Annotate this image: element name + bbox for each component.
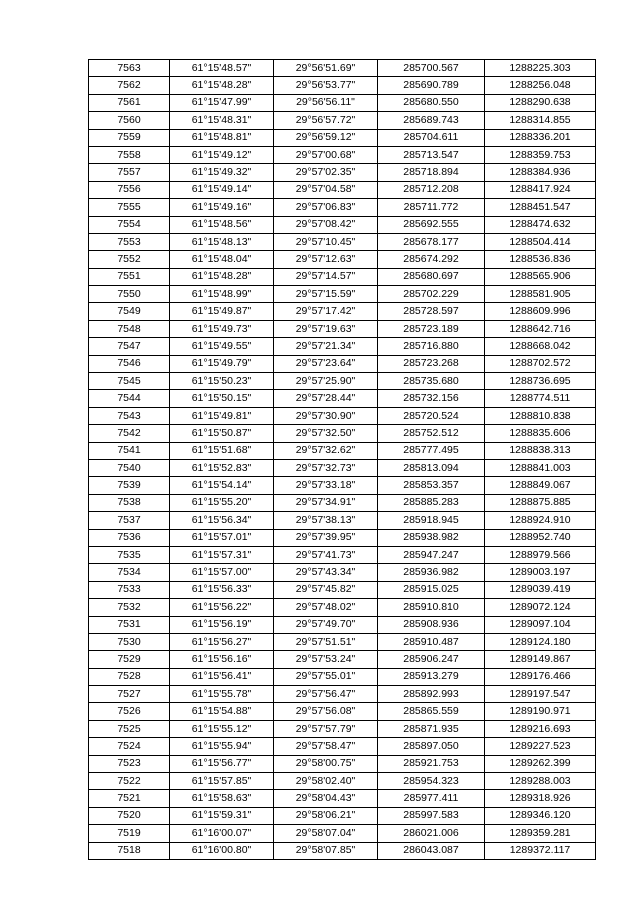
x-coordinate-cell: 285702.229 [378, 286, 485, 303]
latitude-cell: 29°57'58.47" [274, 738, 378, 755]
table-row [89, 60, 596, 77]
table-row [89, 773, 596, 790]
point-id-cell: 7557 [89, 164, 170, 181]
table-row [89, 825, 596, 842]
x-coordinate-cell: 285906.247 [378, 651, 485, 668]
x-coordinate-cell: 285723.189 [378, 320, 485, 337]
latitude-cell: 29°56'59.12" [274, 129, 378, 146]
longitude-cell: 61°15'56.34" [170, 512, 274, 529]
point-id-cell: 7536 [89, 529, 170, 546]
x-coordinate-cell: 285915.025 [378, 581, 485, 598]
x-coordinate-cell: 285892.993 [378, 686, 485, 703]
point-id-cell: 7527 [89, 686, 170, 703]
latitude-cell: 29°57'43.34" [274, 564, 378, 581]
y-coordinate-cell: 1288504.414 [485, 233, 596, 250]
x-coordinate-cell: 285718.894 [378, 164, 485, 181]
x-coordinate-cell: 285690.789 [378, 77, 485, 94]
y-coordinate-cell: 1288474.632 [485, 216, 596, 233]
x-coordinate-cell: 285997.583 [378, 807, 485, 824]
point-id-cell: 7521 [89, 790, 170, 807]
table-row [89, 494, 596, 511]
y-coordinate-cell: 1288924.910 [485, 512, 596, 529]
longitude-cell: 61°15'48.28" [170, 77, 274, 94]
table-row [89, 303, 596, 320]
y-coordinate-cell: 1289359.281 [485, 825, 596, 842]
longitude-cell: 61°15'49.12" [170, 146, 274, 163]
latitude-cell: 29°57'19.63" [274, 320, 378, 337]
y-coordinate-cell: 1288565.906 [485, 268, 596, 285]
point-id-cell: 7535 [89, 546, 170, 563]
latitude-cell: 29°58'07.85" [274, 842, 378, 859]
x-coordinate-cell: 285674.292 [378, 251, 485, 268]
latitude-cell: 29°56'51.69" [274, 60, 378, 77]
longitude-cell: 61°15'48.31" [170, 112, 274, 129]
y-coordinate-cell: 1289149.867 [485, 651, 596, 668]
longitude-cell: 61°15'59.31" [170, 807, 274, 824]
point-id-cell: 7528 [89, 668, 170, 685]
x-coordinate-cell: 285704.611 [378, 129, 485, 146]
table-row [89, 616, 596, 633]
table-row [89, 477, 596, 494]
table-row [89, 199, 596, 216]
longitude-cell: 61°15'54.14" [170, 477, 274, 494]
y-coordinate-cell: 1289197.547 [485, 686, 596, 703]
point-id-cell: 7522 [89, 773, 170, 790]
latitude-cell: 29°56'53.77" [274, 77, 378, 94]
latitude-cell: 29°57'08.42" [274, 216, 378, 233]
x-coordinate-cell: 285897.050 [378, 738, 485, 755]
table-row [89, 703, 596, 720]
y-coordinate-cell: 1289190.971 [485, 703, 596, 720]
table-row [89, 599, 596, 616]
longitude-cell: 61°15'49.16" [170, 199, 274, 216]
y-coordinate-cell: 1289288.003 [485, 773, 596, 790]
latitude-cell: 29°57'14.57" [274, 268, 378, 285]
longitude-cell: 61°15'56.16" [170, 651, 274, 668]
x-coordinate-cell: 285910.810 [378, 599, 485, 616]
point-id-cell: 7520 [89, 807, 170, 824]
point-id-cell: 7548 [89, 320, 170, 337]
point-id-cell: 7553 [89, 233, 170, 250]
table-row [89, 373, 596, 390]
longitude-cell: 61°15'49.55" [170, 338, 274, 355]
longitude-cell: 61°15'48.28" [170, 268, 274, 285]
table-row [89, 77, 596, 94]
point-id-cell: 7544 [89, 390, 170, 407]
x-coordinate-cell: 285713.547 [378, 146, 485, 163]
y-coordinate-cell: 1288838.313 [485, 442, 596, 459]
latitude-cell: 29°57'56.47" [274, 686, 378, 703]
table-row [89, 112, 596, 129]
latitude-cell: 29°57'39.95" [274, 529, 378, 546]
y-coordinate-cell: 1288581.905 [485, 286, 596, 303]
table-row [89, 842, 596, 859]
y-coordinate-cell: 1289346.120 [485, 807, 596, 824]
y-coordinate-cell: 1288536.836 [485, 251, 596, 268]
x-coordinate-cell: 285865.559 [378, 703, 485, 720]
x-coordinate-cell: 285692.555 [378, 216, 485, 233]
x-coordinate-cell: 285936.982 [378, 564, 485, 581]
y-coordinate-cell: 1289318.926 [485, 790, 596, 807]
longitude-cell: 61°16'00.80" [170, 842, 274, 859]
x-coordinate-cell: 285954.323 [378, 773, 485, 790]
x-coordinate-cell: 285918.945 [378, 512, 485, 529]
table-row [89, 581, 596, 598]
longitude-cell: 61°15'57.01" [170, 529, 274, 546]
point-id-cell: 7542 [89, 425, 170, 442]
x-coordinate-cell: 285711.772 [378, 199, 485, 216]
latitude-cell: 29°57'02.35" [274, 164, 378, 181]
x-coordinate-cell: 285813.094 [378, 459, 485, 476]
x-coordinate-cell: 285752.512 [378, 425, 485, 442]
x-coordinate-cell: 286021.006 [378, 825, 485, 842]
point-id-cell: 7539 [89, 477, 170, 494]
y-coordinate-cell: 1289072.124 [485, 599, 596, 616]
latitude-cell: 29°57'55.01" [274, 668, 378, 685]
x-coordinate-cell: 285947.247 [378, 546, 485, 563]
x-coordinate-cell: 285723.268 [378, 355, 485, 372]
point-id-cell: 7541 [89, 442, 170, 459]
y-coordinate-cell: 1288875.885 [485, 494, 596, 511]
longitude-cell: 61°15'48.99" [170, 286, 274, 303]
table-row [89, 94, 596, 111]
point-id-cell: 7559 [89, 129, 170, 146]
point-id-cell: 7558 [89, 146, 170, 163]
table-row [89, 459, 596, 476]
table-row [89, 790, 596, 807]
longitude-cell: 61°15'57.31" [170, 546, 274, 563]
table-row [89, 512, 596, 529]
table-row [89, 442, 596, 459]
point-id-cell: 7547 [89, 338, 170, 355]
table-row [89, 668, 596, 685]
latitude-cell: 29°57'56.08" [274, 703, 378, 720]
y-coordinate-cell: 1289372.117 [485, 842, 596, 859]
latitude-cell: 29°57'12.63" [274, 251, 378, 268]
latitude-cell: 29°57'41.73" [274, 546, 378, 563]
y-coordinate-cell: 1289039.419 [485, 581, 596, 598]
longitude-cell: 61°15'56.19" [170, 616, 274, 633]
y-coordinate-cell: 1288849.067 [485, 477, 596, 494]
longitude-cell: 61°15'55.94" [170, 738, 274, 755]
latitude-cell: 29°57'25.90" [274, 373, 378, 390]
y-coordinate-cell: 1289227.523 [485, 738, 596, 755]
longitude-cell: 61°15'49.79" [170, 355, 274, 372]
latitude-cell: 29°57'32.62" [274, 442, 378, 459]
longitude-cell: 61°15'50.23" [170, 373, 274, 390]
table-row [89, 564, 596, 581]
table-row [89, 407, 596, 424]
x-coordinate-cell: 286043.087 [378, 842, 485, 859]
longitude-cell: 61°15'56.77" [170, 755, 274, 772]
point-id-cell: 7552 [89, 251, 170, 268]
longitude-cell: 61°15'56.33" [170, 581, 274, 598]
table-row [89, 738, 596, 755]
point-id-cell: 7560 [89, 112, 170, 129]
table-row [89, 425, 596, 442]
latitude-cell: 29°57'30.90" [274, 407, 378, 424]
y-coordinate-cell: 1288774.511 [485, 390, 596, 407]
x-coordinate-cell: 285680.550 [378, 94, 485, 111]
y-coordinate-cell: 1288384.936 [485, 164, 596, 181]
point-id-cell: 7531 [89, 616, 170, 633]
latitude-cell: 29°58'06.21" [274, 807, 378, 824]
latitude-cell: 29°57'34.91" [274, 494, 378, 511]
x-coordinate-cell: 285913.279 [378, 668, 485, 685]
y-coordinate-cell: 1289124.180 [485, 633, 596, 650]
longitude-cell: 61°15'56.27" [170, 633, 274, 650]
longitude-cell: 61°15'52.83" [170, 459, 274, 476]
point-id-cell: 7525 [89, 720, 170, 737]
point-id-cell: 7538 [89, 494, 170, 511]
table-row [89, 251, 596, 268]
latitude-cell: 29°57'57.79" [274, 720, 378, 737]
table-row [89, 633, 596, 650]
table-row [89, 286, 596, 303]
coordinates-table-body [89, 60, 596, 860]
latitude-cell: 29°57'45.82" [274, 581, 378, 598]
point-id-cell: 7534 [89, 564, 170, 581]
table-row [89, 129, 596, 146]
longitude-cell: 61°15'48.04" [170, 251, 274, 268]
latitude-cell: 29°57'32.73" [274, 459, 378, 476]
point-id-cell: 7533 [89, 581, 170, 598]
latitude-cell: 29°57'38.13" [274, 512, 378, 529]
latitude-cell: 29°58'04.43" [274, 790, 378, 807]
y-coordinate-cell: 1288979.566 [485, 546, 596, 563]
latitude-cell: 29°57'15.59" [274, 286, 378, 303]
x-coordinate-cell: 285678.177 [378, 233, 485, 250]
table-row [89, 686, 596, 703]
longitude-cell: 61°15'57.00" [170, 564, 274, 581]
longitude-cell: 61°15'49.73" [170, 320, 274, 337]
longitude-cell: 61°15'49.14" [170, 181, 274, 198]
longitude-cell: 61°15'50.15" [170, 390, 274, 407]
longitude-cell: 61°15'48.81" [170, 129, 274, 146]
point-id-cell: 7518 [89, 842, 170, 859]
table-row [89, 720, 596, 737]
longitude-cell: 61°16'00.07" [170, 825, 274, 842]
longitude-cell: 61°15'48.57" [170, 60, 274, 77]
longitude-cell: 61°15'58.63" [170, 790, 274, 807]
x-coordinate-cell: 285680.697 [378, 268, 485, 285]
latitude-cell: 29°57'51.51" [274, 633, 378, 650]
table-row [89, 320, 596, 337]
latitude-cell: 29°57'10.45" [274, 233, 378, 250]
point-id-cell: 7519 [89, 825, 170, 842]
table-row [89, 233, 596, 250]
longitude-cell: 61°15'49.81" [170, 407, 274, 424]
y-coordinate-cell: 1288256.048 [485, 77, 596, 94]
y-coordinate-cell: 1288336.201 [485, 129, 596, 146]
x-coordinate-cell: 285689.743 [378, 112, 485, 129]
latitude-cell: 29°56'57.72" [274, 112, 378, 129]
y-coordinate-cell: 1288609.996 [485, 303, 596, 320]
table-row [89, 390, 596, 407]
table-row [89, 338, 596, 355]
point-id-cell: 7563 [89, 60, 170, 77]
x-coordinate-cell: 285910.487 [378, 633, 485, 650]
x-coordinate-cell: 285908.936 [378, 616, 485, 633]
latitude-cell: 29°57'23.64" [274, 355, 378, 372]
x-coordinate-cell: 285777.495 [378, 442, 485, 459]
table-row [89, 216, 596, 233]
latitude-cell: 29°57'00.68" [274, 146, 378, 163]
point-id-cell: 7561 [89, 94, 170, 111]
point-id-cell: 7545 [89, 373, 170, 390]
table-row [89, 146, 596, 163]
longitude-cell: 61°15'49.87" [170, 303, 274, 320]
latitude-cell: 29°57'32.50" [274, 425, 378, 442]
latitude-cell: 29°56'56.11" [274, 94, 378, 111]
latitude-cell: 29°57'53.24" [274, 651, 378, 668]
latitude-cell: 29°57'28.44" [274, 390, 378, 407]
table-row [89, 546, 596, 563]
x-coordinate-cell: 285938.982 [378, 529, 485, 546]
point-id-cell: 7537 [89, 512, 170, 529]
table-row [89, 651, 596, 668]
point-id-cell: 7562 [89, 77, 170, 94]
longitude-cell: 61°15'57.85" [170, 773, 274, 790]
point-id-cell: 7529 [89, 651, 170, 668]
table-row [89, 355, 596, 372]
longitude-cell: 61°15'48.13" [170, 233, 274, 250]
longitude-cell: 61°15'47.99" [170, 94, 274, 111]
table-row [89, 164, 596, 181]
coordinates-table [88, 59, 596, 860]
point-id-cell: 7554 [89, 216, 170, 233]
longitude-cell: 61°15'56.22" [170, 599, 274, 616]
longitude-cell: 61°15'48.56" [170, 216, 274, 233]
latitude-cell: 29°57'33.18" [274, 477, 378, 494]
x-coordinate-cell: 285977.411 [378, 790, 485, 807]
latitude-cell: 29°58'02.40" [274, 773, 378, 790]
y-coordinate-cell: 1289003.197 [485, 564, 596, 581]
x-coordinate-cell: 285716.880 [378, 338, 485, 355]
y-coordinate-cell: 1288314.855 [485, 112, 596, 129]
x-coordinate-cell: 285885.283 [378, 494, 485, 511]
y-coordinate-cell: 1288835.606 [485, 425, 596, 442]
longitude-cell: 61°15'55.78" [170, 686, 274, 703]
y-coordinate-cell: 1288417.924 [485, 181, 596, 198]
y-coordinate-cell: 1289262.399 [485, 755, 596, 772]
x-coordinate-cell: 285728.597 [378, 303, 485, 320]
point-id-cell: 7549 [89, 303, 170, 320]
longitude-cell: 61°15'55.20" [170, 494, 274, 511]
y-coordinate-cell: 1289216.693 [485, 720, 596, 737]
point-id-cell: 7543 [89, 407, 170, 424]
latitude-cell: 29°57'21.34" [274, 338, 378, 355]
latitude-cell: 29°57'04.58" [274, 181, 378, 198]
latitude-cell: 29°57'17.42" [274, 303, 378, 320]
table-row [89, 529, 596, 546]
y-coordinate-cell: 1288225.303 [485, 60, 596, 77]
x-coordinate-cell: 285871.935 [378, 720, 485, 737]
point-id-cell: 7526 [89, 703, 170, 720]
latitude-cell: 29°57'49.70" [274, 616, 378, 633]
point-id-cell: 7546 [89, 355, 170, 372]
x-coordinate-cell: 285712.208 [378, 181, 485, 198]
point-id-cell: 7524 [89, 738, 170, 755]
longitude-cell: 61°15'56.41" [170, 668, 274, 685]
latitude-cell: 29°58'00.75" [274, 755, 378, 772]
x-coordinate-cell: 285735.680 [378, 373, 485, 390]
point-id-cell: 7530 [89, 633, 170, 650]
point-id-cell: 7540 [89, 459, 170, 476]
longitude-cell: 61°15'50.87" [170, 425, 274, 442]
longitude-cell: 61°15'55.12" [170, 720, 274, 737]
x-coordinate-cell: 285700.567 [378, 60, 485, 77]
y-coordinate-cell: 1288668.042 [485, 338, 596, 355]
point-id-cell: 7555 [89, 199, 170, 216]
table-row [89, 268, 596, 285]
latitude-cell: 29°57'06.83" [274, 199, 378, 216]
y-coordinate-cell: 1288841.003 [485, 459, 596, 476]
point-id-cell: 7532 [89, 599, 170, 616]
y-coordinate-cell: 1288952.740 [485, 529, 596, 546]
table-row [89, 755, 596, 772]
table-row [89, 807, 596, 824]
latitude-cell: 29°58'07.04" [274, 825, 378, 842]
y-coordinate-cell: 1288290.638 [485, 94, 596, 111]
table-row [89, 181, 596, 198]
y-coordinate-cell: 1288702.572 [485, 355, 596, 372]
point-id-cell: 7550 [89, 286, 170, 303]
y-coordinate-cell: 1288359.753 [485, 146, 596, 163]
y-coordinate-cell: 1288810.838 [485, 407, 596, 424]
longitude-cell: 61°15'54.88" [170, 703, 274, 720]
x-coordinate-cell: 285921.753 [378, 755, 485, 772]
longitude-cell: 61°15'51.68" [170, 442, 274, 459]
latitude-cell: 29°57'48.02" [274, 599, 378, 616]
y-coordinate-cell: 1289097.104 [485, 616, 596, 633]
x-coordinate-cell: 285853.357 [378, 477, 485, 494]
y-coordinate-cell: 1288736.695 [485, 373, 596, 390]
point-id-cell: 7551 [89, 268, 170, 285]
y-coordinate-cell: 1288451.547 [485, 199, 596, 216]
point-id-cell: 7523 [89, 755, 170, 772]
longitude-cell: 61°15'49.32" [170, 164, 274, 181]
y-coordinate-cell: 1288642.716 [485, 320, 596, 337]
x-coordinate-cell: 285720.524 [378, 407, 485, 424]
point-id-cell: 7556 [89, 181, 170, 198]
x-coordinate-cell: 285732.156 [378, 390, 485, 407]
y-coordinate-cell: 1289176.466 [485, 668, 596, 685]
